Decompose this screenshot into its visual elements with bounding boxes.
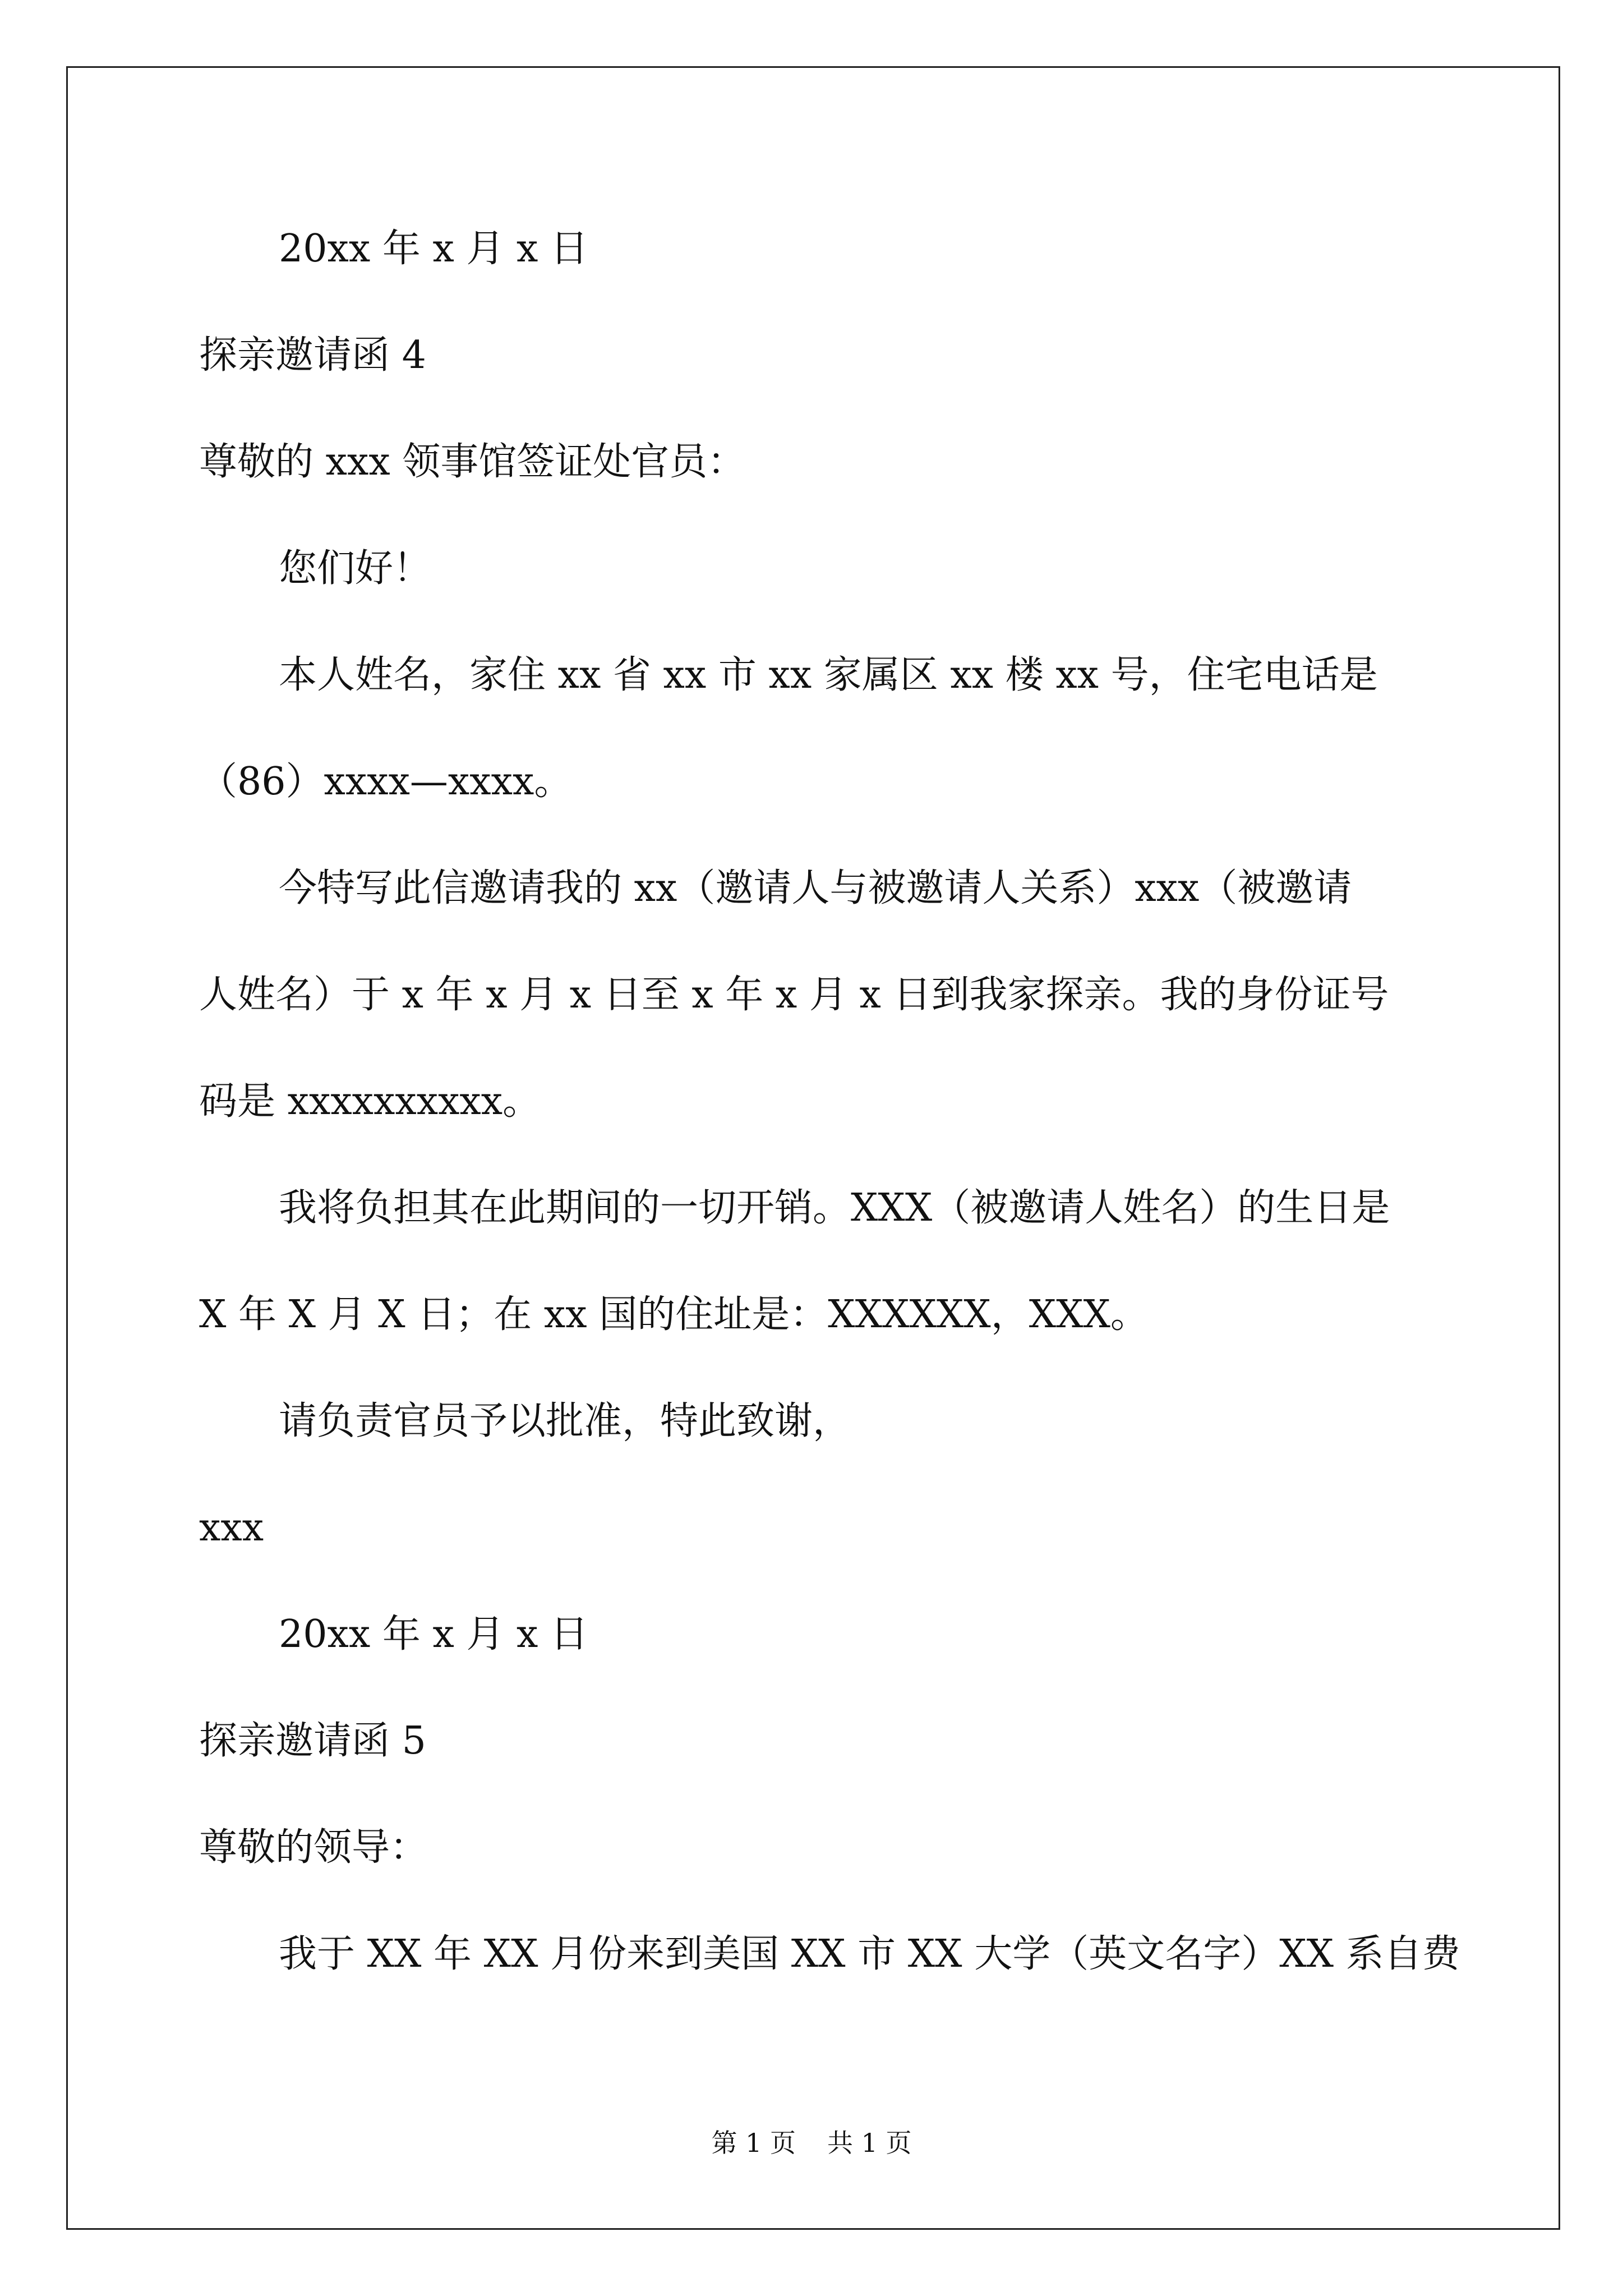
paragraph-line: （86）xxxx—xxxx。 <box>199 760 573 804</box>
page-total: 共 1 页 <box>827 2128 912 2158</box>
signature-line: xxx <box>199 1506 264 1550</box>
greeting-line: 您们好！ <box>279 546 432 591</box>
date-line: 20xx 年 x 月 x 日 <box>279 1612 589 1657</box>
paragraph-line: 今特写此信邀请我的 xx（邀请人与被邀请人关系）xxx（被邀请 <box>279 866 1352 910</box>
paragraph-line: 本人姓名，家住 xx 省 xx 市 xx 家属区 xx 楼 xx 号，住宅电话是 <box>279 653 1378 697</box>
section-title-4: 探亲邀请函 4 <box>199 333 426 378</box>
paragraph-line: 请负责官员予以批准，特此致谢， <box>279 1399 851 1443</box>
section-title-5: 探亲邀请函 5 <box>199 1719 426 1763</box>
paragraph-line: X 年 X 月 X 日；在 xx 国的住址是：XXXXXX，XXX。 <box>199 1292 1149 1337</box>
page-number: 第 1 页 <box>711 2128 796 2158</box>
paragraph-line: 我于 XX 年 XX 月份来到美国 XX 市 XX 大学（英文名字）XX 系自费 <box>279 1932 1460 1976</box>
page-border <box>66 66 1560 2230</box>
paragraph-line: 我将负担其在此期间的一切开销。XXX（被邀请人姓名）的生日是 <box>279 1186 1390 1230</box>
paragraph-line: 人姓名）于 x 年 x 月 x 日至 x 年 x 月 x 日到我家探亲。我的身份证号 <box>199 973 1389 1017</box>
salutation-line: 尊敬的 xxx 领事馆签证处官员： <box>199 440 746 484</box>
salutation-line: 尊敬的领导： <box>199 1825 428 1870</box>
page-footer <box>0 2127 1623 2159</box>
date-line: 20xx 年 x 月 x 日 <box>279 227 589 271</box>
paragraph-line: 码是 xxxxxxxxxx。 <box>199 1079 541 1124</box>
